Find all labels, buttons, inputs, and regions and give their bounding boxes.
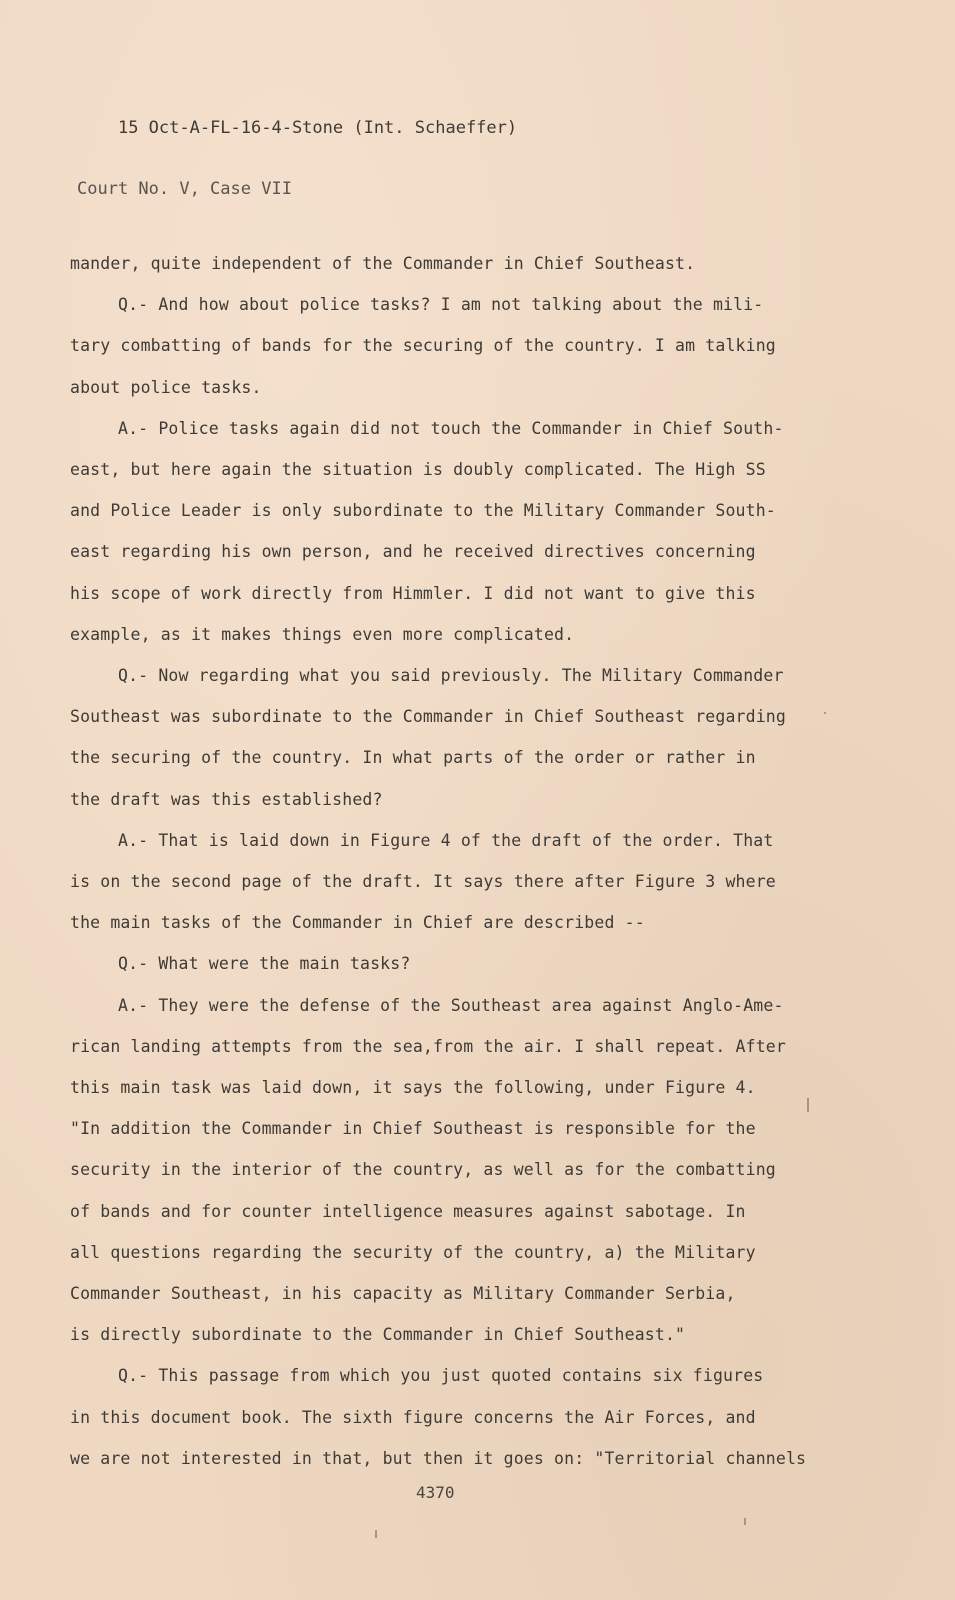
- transcript-line: example, as it makes things even more complicated.: [70, 624, 575, 644]
- transcript-line: A.- Police tasks again did not touch the Commander in Chief South-: [118, 418, 784, 438]
- transcript-line: is on the second page of the draft. It says there after Figure 3 where: [70, 872, 776, 892]
- transcript-line: A.- They were the defense of the Southeast area against Anglo-Ame-: [118, 995, 784, 1015]
- transcript-line: Q.- Now regarding what you said previously. The Military Commander: [118, 666, 784, 686]
- stray-mark: [824, 712, 826, 714]
- transcript-line: Q.- This passage from which you just quoted contains six figures: [118, 1366, 764, 1386]
- transcript-line: east regarding his own person, and he received directives concerning: [70, 542, 756, 562]
- transcript-line: rican landing attempts from the sea,from the air. I shall repeat. After: [70, 1036, 786, 1056]
- transcript-line: about police tasks.: [70, 377, 262, 397]
- transcript-line: Southeast was subordinate to the Commander in Chief Southeast regarding: [70, 707, 786, 727]
- stray-mark: [375, 1530, 377, 1538]
- transcript-line: of bands and for counter intelligence measures against sabotage. In: [70, 1201, 746, 1221]
- transcript-line: Q.- What were the main tasks?: [118, 954, 411, 974]
- page-number: 4370: [416, 1483, 455, 1502]
- transcript-line: tary combatting of bands for the securing of the country. I am talking: [70, 336, 776, 356]
- header-court-case: Court No. V, Case VII: [77, 179, 292, 199]
- transcript-line: security in the interior of the country, as well as for the combatting: [70, 1160, 776, 1180]
- transcript-line: the securing of the country. In what parts of the order or rather in: [70, 748, 756, 768]
- transcript-line: is directly subordinate to the Commander in Chief Southeast.": [70, 1325, 686, 1345]
- transcript-body: [70, 243, 830, 1479]
- transcript-line: the draft was this established?: [70, 789, 383, 809]
- transcript-line: in this document book. The sixth figure concerns the Air Forces, and: [70, 1407, 756, 1427]
- transcript-line: and Police Leader is only subordinate to the Military Commander South-: [70, 501, 776, 521]
- stray-mark: [807, 1098, 809, 1112]
- transcript-line: this main task was laid down, it says the following, under Figure 4.: [70, 1078, 756, 1098]
- header: [77, 98, 517, 239]
- transcript-line: east, but here again the situation is doubly complicated. The High SS: [70, 460, 766, 480]
- transcript-line: mander, quite independent of the Commander in Chief Southeast.: [70, 254, 696, 273]
- transcript-line: all questions regarding the security of the country, a) the Military: [70, 1242, 756, 1262]
- transcript-line: Commander Southeast, in his capacity as Military Commander Serbia,: [70, 1284, 736, 1304]
- header-case-reference: 15 Oct-A-FL-16-4-Stone (Int. Schaeffer): [117, 118, 518, 138]
- transcript-line: his scope of work directly from Himmler. I did not want to give this: [70, 583, 756, 603]
- transcript-line: Q.- And how about police tasks? I am not talking about the mili-: [118, 295, 764, 315]
- transcript-line: A.- That is laid down in Figure 4 of the draft of the order. That: [118, 830, 774, 850]
- transcript-line: "In addition the Commander in Chief Southeast is responsible for the: [70, 1119, 756, 1139]
- transcript-line: we are not interested in that, but then it goes on: "Territorial channels: [70, 1448, 807, 1468]
- stray-mark: [744, 1518, 746, 1525]
- transcript-line: the main tasks of the Commander in Chief are described --: [70, 913, 645, 933]
